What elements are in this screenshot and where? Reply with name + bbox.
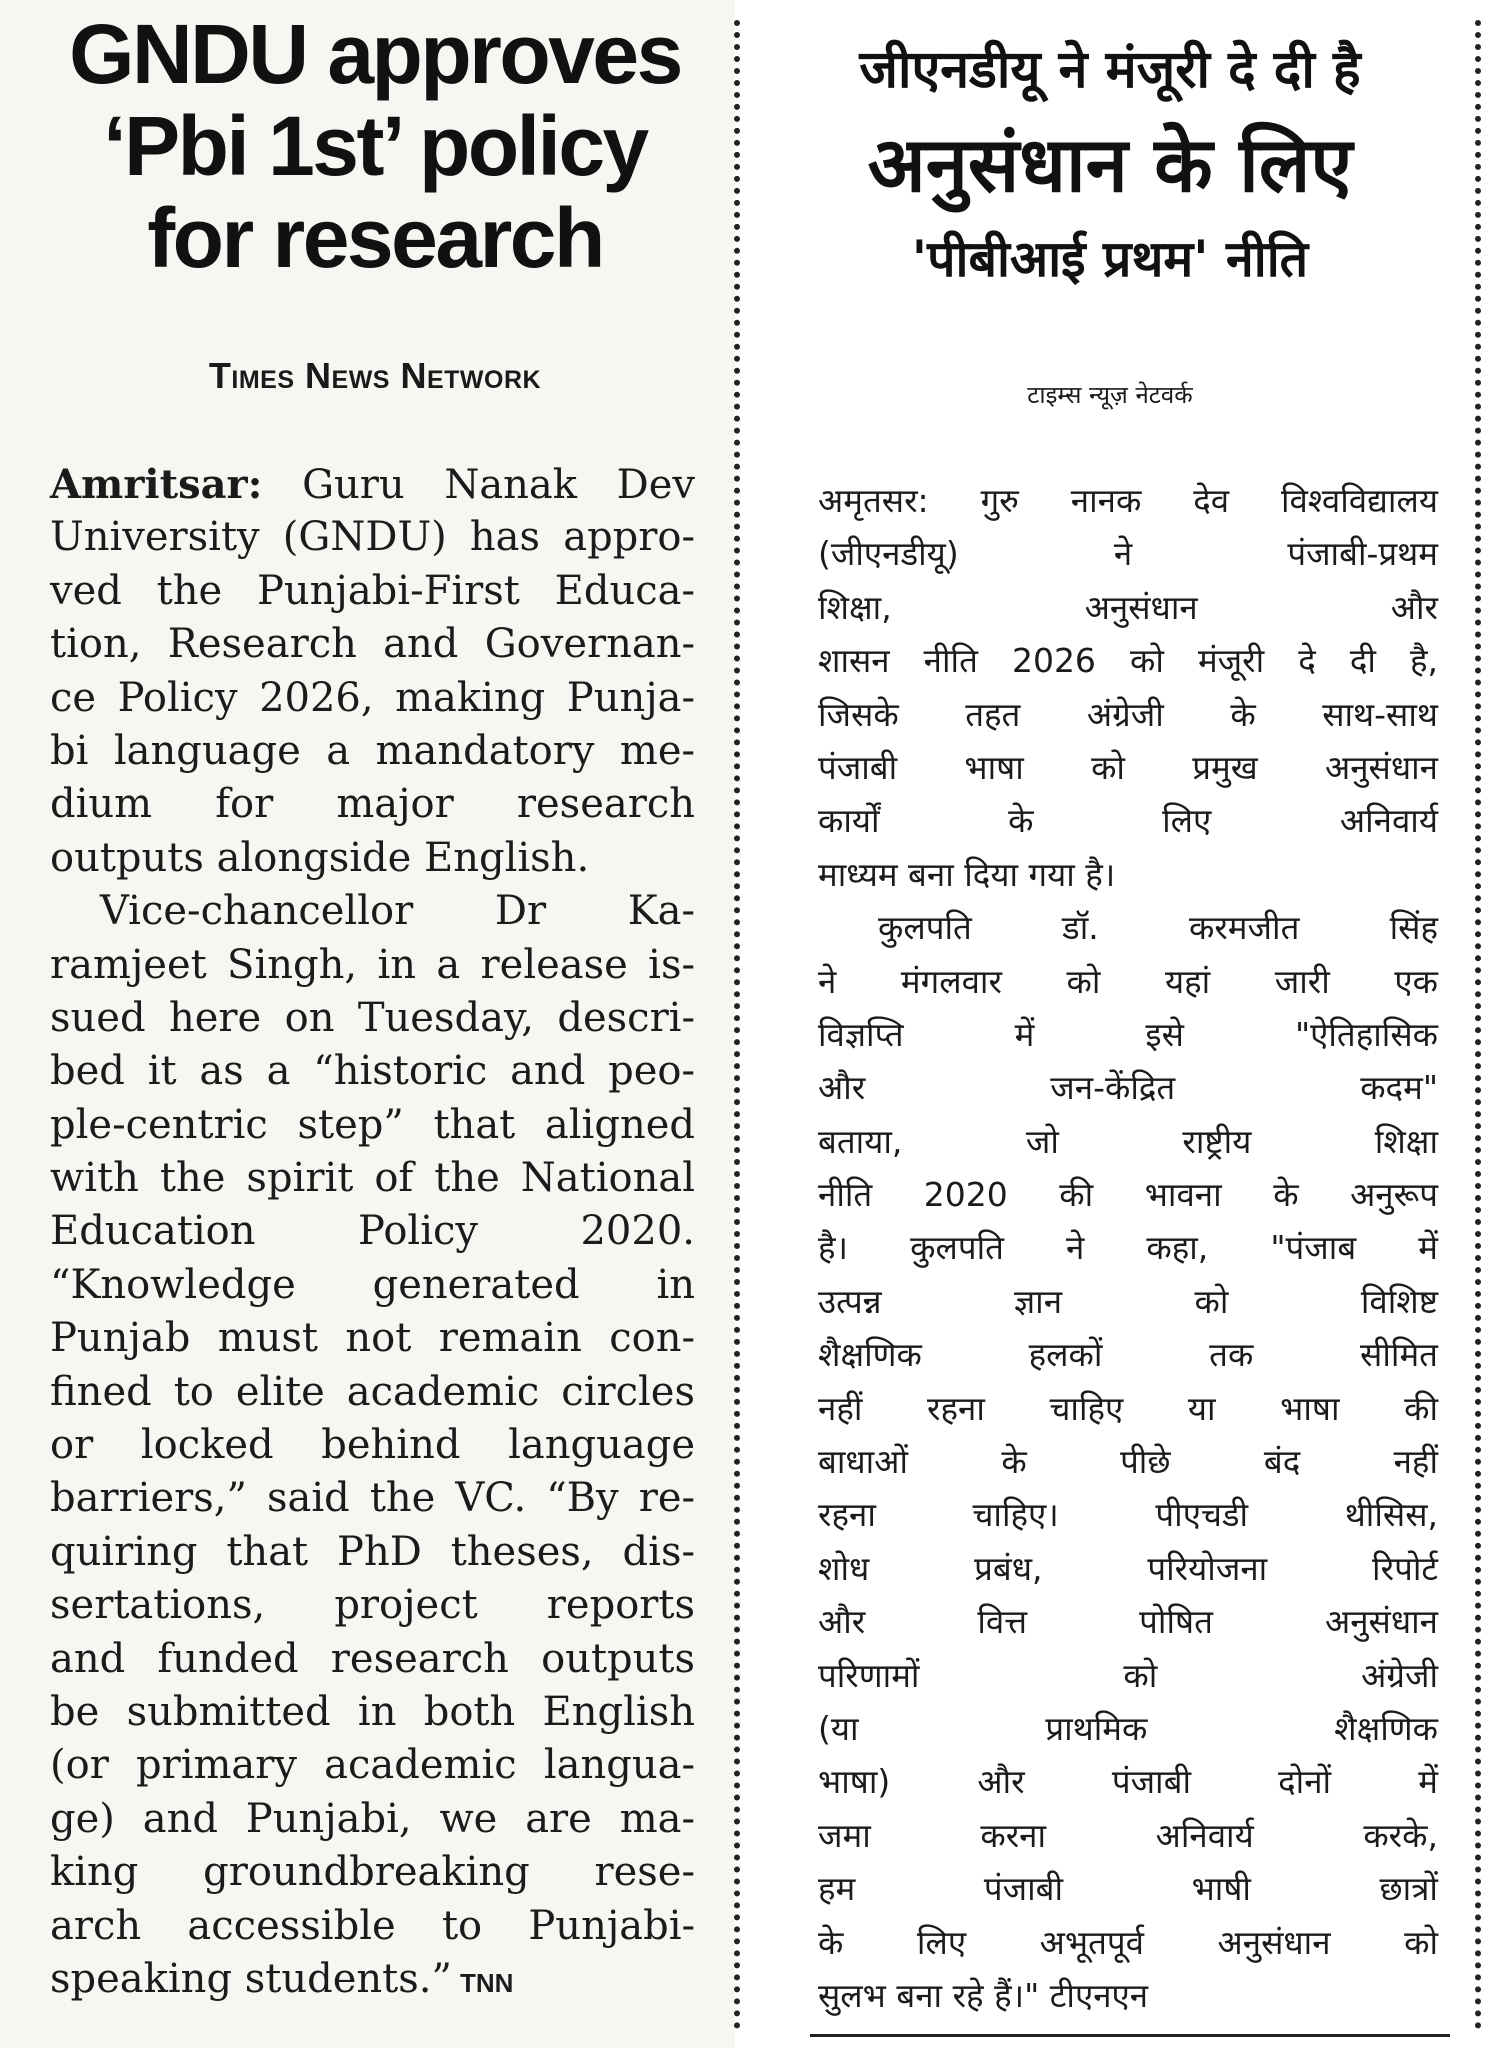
agency-tag: TNN	[459, 1967, 514, 1998]
body-line-text: Guru Nanak Dev	[302, 462, 696, 508]
body-line: ge) and Punjabi, we are ma-	[50, 1795, 695, 1842]
hindi-headline-line: जीएनडीयू ने मंजूरी दे दी है	[859, 40, 1361, 100]
body-line: king groundbreaking rese-	[50, 1849, 695, 1896]
body-line: भाषा) और पंजाबी दोनों में	[818, 1762, 1438, 1802]
body-line: है। कुलपति ने कहा, "पंजाब में	[818, 1228, 1438, 1268]
hindi-article	[750, 0, 1470, 2048]
english-headline-line: ‘Pbi 1st’ policy	[103, 99, 647, 193]
body-line: “Knowledge generated in	[50, 1261, 695, 1308]
bottom-rule	[810, 2034, 1450, 2037]
body-line: जमा करना अनिवार्य करके,	[818, 1815, 1438, 1855]
body-line: शैक्षणिक हलकों तक सीमित	[818, 1335, 1438, 1375]
english-headline-line: for research	[147, 191, 603, 285]
body-line: शासन नीति 2026 को मंजूरी दे दी है,	[818, 641, 1438, 681]
english-headline-line: GNDU approves	[69, 7, 681, 101]
english-body	[50, 458, 695, 2006]
body-line: पंजाबी भाषा को प्रमुख अनुसंधान	[818, 747, 1438, 787]
body-line: ved the Punjabi-First Educa-	[50, 567, 695, 614]
body-line: माध्यम बना दिया गया है।	[818, 854, 1116, 894]
dateline: Amritsar:	[50, 461, 263, 508]
body-line: University (GNDU) has appro-	[50, 514, 695, 561]
column-divider	[734, 20, 740, 2030]
body-line: सुलभ बना रहे हैं।" टीएनएन	[818, 1975, 1149, 2015]
hindi-body	[818, 474, 1438, 2022]
body-line: अमृतसर: गुरु नानक देव विश्वविद्यालय	[818, 481, 1438, 520]
body-line: ने मंगलवार को यहां जारी एक	[818, 961, 1438, 1001]
body-line: ple-centric step” that aligned	[50, 1101, 695, 1148]
body-line-text: speaking students.”	[50, 1955, 452, 2002]
body-line: Education Policy 2020.	[50, 1208, 695, 1255]
body-line: Punjab must not remain con-	[50, 1315, 695, 1362]
body-line: quiring that PhD theses, dis-	[50, 1528, 695, 1575]
body-line: sued here on Tuesday, descri-	[50, 994, 695, 1041]
body-line: and funded research outputs	[50, 1635, 695, 1682]
body-line: be submitted in both English	[50, 1688, 695, 1735]
body-line: bed it as a “historic and peo-	[50, 1048, 695, 1095]
body-line: fined to elite academic circles	[50, 1368, 695, 1415]
column-divider	[1475, 20, 1481, 2030]
body-line: रहना चाहिए। पीएचडी थीसिस,	[818, 1495, 1438, 1535]
body-line: barriers,” said the VC. “By re-	[50, 1475, 695, 1522]
body-line: sertations, project reports	[50, 1582, 695, 1629]
body-line: नहीं रहना चाहिए या भाषा की	[818, 1388, 1438, 1428]
body-line: or locked behind language	[50, 1422, 695, 1469]
body-line: परिणामों को अंग्रेजी	[818, 1655, 1438, 1695]
body-line: tion, Research and Governan-	[50, 621, 695, 668]
body-line: outputs alongside English.	[50, 834, 590, 881]
body-line: और जन-केंद्रित कदम"	[818, 1068, 1438, 1108]
body-line: dium for major research	[50, 781, 695, 828]
english-article	[0, 0, 735, 2048]
body-line: विज्ञप्ति में इसे "ऐतिहासिक	[818, 1014, 1438, 1054]
body-line: (जीएनडीयू) ने पंजाबी-प्रथम	[818, 534, 1438, 574]
body-line	[50, 1953, 695, 2006]
hindi-byline: टाइम्स न्यूज़ नेटवर्क	[1027, 381, 1193, 409]
body-line: जिसके तहत अंग्रेजी के साथ-साथ	[818, 694, 1438, 734]
english-byline: Times News Network	[208, 355, 542, 396]
body-line: ramjeet Singh, in a release is-	[50, 941, 695, 988]
body-line: हम पंजाबी भाषी छात्रों	[818, 1869, 1438, 1909]
body-line: और वित्त पोषित अनुसंधान	[818, 1602, 1438, 1642]
body-line: बताया, जो राष्ट्रीय शिक्षा	[818, 1121, 1438, 1161]
body-line: के लिए अभूतपूर्व अनुसंधान को	[818, 1922, 1438, 1962]
hindi-headline-line: 'पीबीआई प्रथम' नीति	[911, 230, 1309, 288]
body-line: कार्यों के लिए अनिवार्य	[818, 801, 1438, 841]
body-line: शोध प्रबंध, परियोजना रिपोर्ट	[818, 1548, 1438, 1588]
body-line: बाधाओं के पीछे बंद नहीं	[818, 1442, 1438, 1482]
body-line: bi language a mandatory me-	[50, 727, 695, 774]
body-line: (या प्राथमिक शैक्षणिक	[818, 1708, 1438, 1748]
body-line	[50, 458, 695, 511]
body-line: शिक्षा, अनुसंधान और	[818, 587, 1438, 627]
hindi-headline	[750, 30, 1470, 298]
body-line: Vice-chancellor Dr Ka-	[100, 888, 695, 935]
body-line: नीति 2020 की भावना के अनुरूप	[818, 1175, 1438, 1215]
body-line: कुलपति डॉ. करमजीत सिंह	[878, 908, 1438, 948]
english-headline	[20, 8, 730, 284]
hindi-headline-line: अनुसंधान के लिए	[867, 120, 1353, 209]
body-line: उत्पन्न ज्ञान को विशिष्ट	[818, 1281, 1438, 1321]
body-line: (or primary academic langua-	[50, 1742, 695, 1789]
body-line: ce Policy 2026, making Punja-	[50, 674, 695, 721]
body-line: arch accessible to Punjabi-	[50, 1902, 695, 1949]
body-line: with the spirit of the National	[50, 1155, 695, 1202]
